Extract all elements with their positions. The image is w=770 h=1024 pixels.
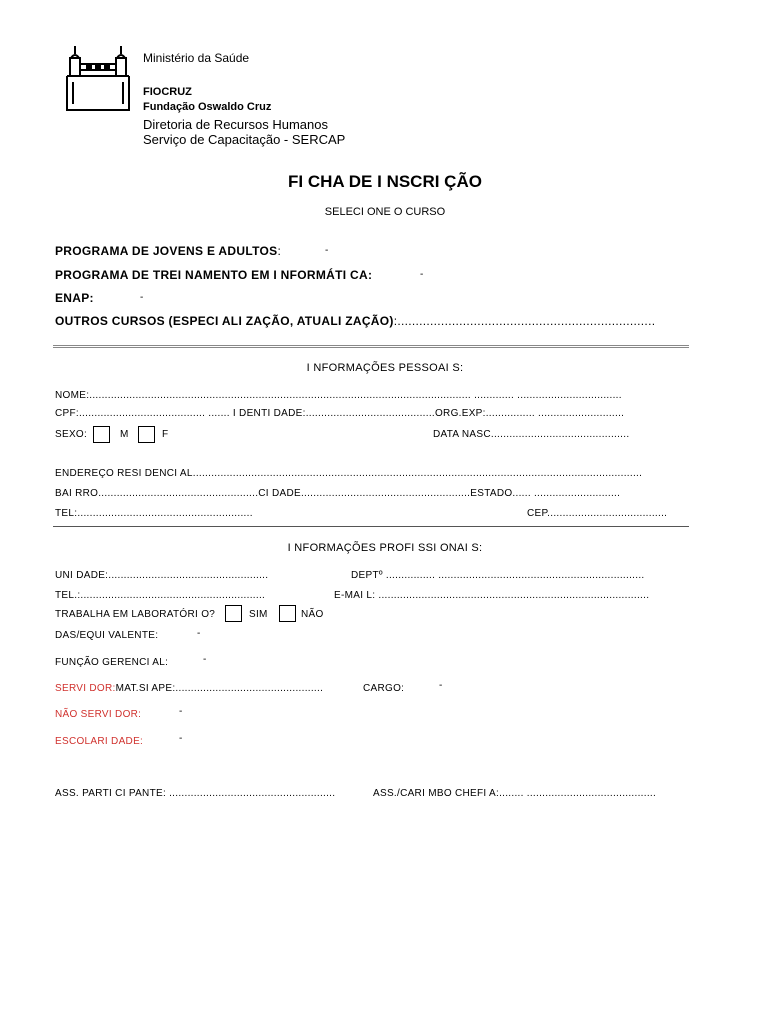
escolaridade-value[interactable]: - xyxy=(179,733,183,744)
service-text: Serviço de Capacitação - SERCAP xyxy=(143,132,346,147)
ass-participante-field[interactable]: ASS. PARTI CI PANTE: ...................................................... xyxy=(55,788,336,799)
program-outros-value[interactable]: :....................................................................... xyxy=(393,314,656,328)
nao-servidor-value[interactable]: - xyxy=(179,706,183,717)
unidade-field[interactable]: UNI DADE:.................................................... xyxy=(55,570,269,581)
servidor-line xyxy=(55,683,323,694)
page-title: FI CHA DE I NSCRI ÇÃO xyxy=(288,172,482,191)
foundation-text: Fundação Oswaldo Cruz xyxy=(143,101,272,113)
professional-heading: I NFORMAÇÕES PROFI SSI ONAI S: xyxy=(287,542,483,554)
nao-servidor-label: NÃO SERVI DOR: xyxy=(55,709,142,720)
personal-heading: I NFORMAÇÕES PESSOAI S: xyxy=(306,362,464,374)
endereco-field[interactable]: ENDEREÇO RESI DENCI AL.................................................................................................................................................. xyxy=(55,468,643,479)
fiocruz-logo xyxy=(63,44,135,114)
section-divider-2 xyxy=(53,526,689,527)
ministry-text: Ministério da Saúde xyxy=(143,51,250,65)
sexo-f-checkbox[interactable] xyxy=(138,426,155,443)
dept-field[interactable]: DEPTº ................ ................................................................... xyxy=(351,570,645,581)
page-subtitle: SELECI ONE O CURSO xyxy=(324,206,446,218)
bairro-cidade-estado-field[interactable]: BAI RRO....................................................CI DADE.......................................................ESTADO...... ............................ xyxy=(55,488,621,499)
mat-siape-field[interactable]: MAT.SI APE:................................................ xyxy=(115,683,324,694)
program-enap-value[interactable]: - xyxy=(140,292,144,303)
email-field[interactable]: E-MAI L: ........................................................................................ xyxy=(334,590,650,601)
data-nasc-field[interactable]: DATA NASC............................................. xyxy=(433,429,630,440)
program-jovens-adultos: PROGRAMA DE JOVENS E ADULTOS: xyxy=(55,244,282,258)
lab-sim-label: SIM xyxy=(249,609,268,620)
program-informatica-value[interactable]: - xyxy=(420,269,424,280)
lab-label: TRABALHA EM LABORATÓRI O? xyxy=(55,609,216,620)
das-label: DAS/EQUI VALENTE: xyxy=(55,630,159,641)
program-jovens-adultos-value[interactable]: - xyxy=(325,245,329,256)
sexo-label: SEXO: xyxy=(55,429,88,440)
escolaridade-label: ESCOLARI DADE: xyxy=(55,736,144,747)
program-enap: ENAP: xyxy=(55,291,94,305)
servidor-label: SERVI DOR: xyxy=(55,683,116,694)
section-divider xyxy=(53,345,689,348)
tel-field[interactable]: TEL:......................................................... xyxy=(55,508,253,519)
sexo-m-label: M xyxy=(120,429,129,440)
cargo-value[interactable]: - xyxy=(439,680,443,691)
program-outros: OUTROS CURSOS (ESPECI ALI ZAÇÃO, ATUALI ZAÇÃO):....................................................................... xyxy=(55,314,656,328)
program-informatica: PROGRAMA DE TREI NAMENTO EM I NFORMÁTI CA: xyxy=(55,268,373,282)
tel-prof-field[interactable]: TEL.:............................................................ xyxy=(55,590,266,601)
lab-nao-label: NÃO xyxy=(301,609,324,620)
das-value[interactable]: - xyxy=(197,628,201,639)
ass-chefia-field[interactable]: ASS./CARI MBO CHEFI A:........ .......................................... xyxy=(373,788,657,799)
lab-nao-checkbox[interactable] xyxy=(279,605,296,622)
cpf-identidade-field[interactable]: CPF:......................................... ....... I DENTI DADE:..........................................ORG.EXP:................ ............................ xyxy=(55,408,625,419)
dept-text: Diretoria de Recursos Humanos xyxy=(143,117,328,132)
cep-field[interactable]: CEP....................................... xyxy=(527,508,668,519)
lab-sim-checkbox[interactable] xyxy=(225,605,242,622)
org-text: FIOCRUZ xyxy=(143,86,192,98)
sexo-m-checkbox[interactable] xyxy=(93,426,110,443)
funcao-label: FUNÇÃO GERENCI AL: xyxy=(55,657,169,668)
nome-field[interactable]: NOME:............................................................................................................................ ............. .................................. xyxy=(55,390,622,401)
sexo-f-label: F xyxy=(162,429,169,440)
funcao-value[interactable]: - xyxy=(203,654,207,665)
cargo-label: CARGO: xyxy=(363,683,405,694)
